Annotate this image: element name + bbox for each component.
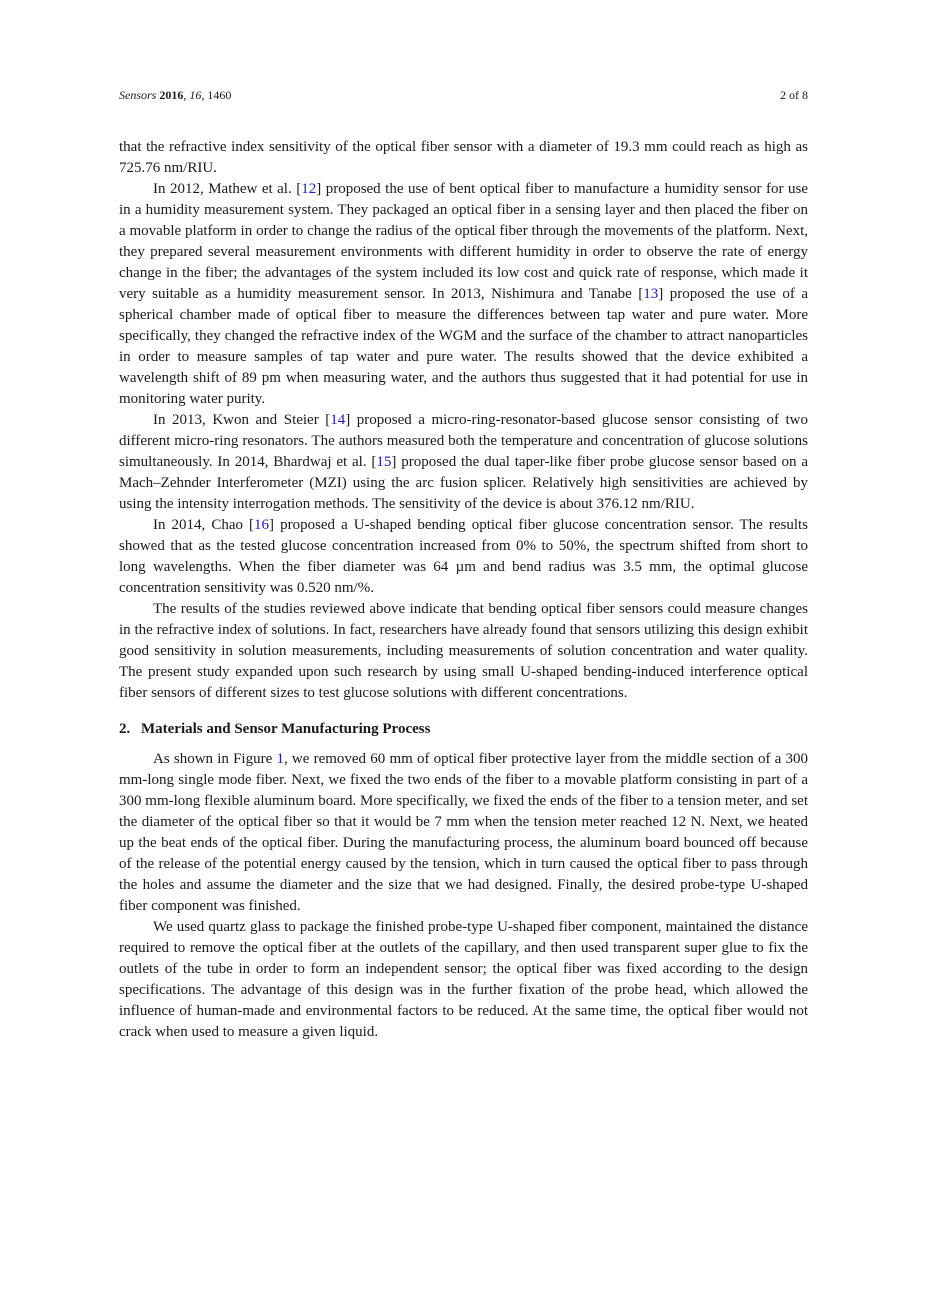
citation-link-15[interactable]: 15: [376, 454, 392, 470]
paragraph-5: The results of the studies reviewed above indicate that bending optical fiber sensors could measure changes in the refractive index of solutions. In fact, researchers have already found that sensors utilizing this design exhibit good sensitivity in solution measurements, including measurements of solution concentration and water quality. The present study expanded upon such research by using small U-shaped bending-induced interference optical fiber sensors of different sizes to test glucose solutions with different concentrations.: [119, 601, 808, 701]
journal-name: Sensors: [119, 88, 157, 102]
paragraph-1: that the refractive index sensitivity of the optical fiber sensor with a diameter of 19.3 mm could reach as high as 725.76 nm/RIU.: [119, 139, 808, 176]
citation-link-13[interactable]: 13: [643, 286, 659, 302]
citation-link-12[interactable]: 12: [301, 181, 317, 197]
section-number: 2.: [119, 721, 131, 737]
paragraph-3: In 2013, Kwon and Steier [14] proposed a micro-ring-resonator-based glucose sensor consisting of two different micro-ring resonators. The authors measured both the temperature and concentration of glucose solutions simultaneously. In 2014, Bhardwaj et al. [15] proposed the dual taper-like fiber probe glucose sensor based on a Mach–Zehnder Interferometer (MZI) using the arc fusion splicer. Relatively high sensitivities are achieved by using the intensity interrogation methods. The sensitivity of the device is about 376.12 nm/RIU.: [119, 412, 809, 512]
figure-link-1[interactable]: 1: [276, 751, 284, 767]
citation-line: Sensors 2016, 16, 1460: [119, 88, 232, 102]
page-number: 2 of 8: [780, 88, 808, 102]
journal-year: 2016: [159, 88, 184, 102]
paragraph-7: We used quartz glass to package the finished probe-type U-shaped fiber component, maintained the distance required to remove the optical fiber at the outlets of the capillary, and then used transparent super glue to fix the outlets of the tube in order to form an independent sensor; the optical fiber was fixed according to the design specifications. The advantage of this design was in the further fixation of the probe head, which allowed the influence of human-made and environmental factors to be reduced. At the same time, the optical fiber would not crack when used to measure a given liquid.: [119, 919, 808, 1040]
running-header: [119, 87, 808, 103]
paragraph-6: As shown in Figure 1, we removed 60 mm of optical fiber protective layer from the middle section of a 300 mm-long single mode fiber. Next, we fixed the two ends of the fiber to a movable platform consisting in part of a 300 mm-long flexible aluminum board. More specifically, we fixed the ends of the fiber to a tension meter, and set the diameter of the optical fiber so that it would be 7 mm when the tension meter reached 12 N. Next, we heated up the beat ends of the optical fiber. During the manufacturing process, the aluminum board bounced off because of the release of the potential energy caused by the tension, which in turn caused the optical fiber to pass through the holes and assume the diameter and the size that we had designed. Finally, the desired probe-type U-shaped fiber component was finished.: [119, 751, 808, 914]
section-title: Materials and Sensor Manufacturing Process: [141, 721, 431, 737]
main-text: [119, 137, 808, 1043]
paragraph-4: In 2014, Chao [16] proposed a U-shaped bending optical fiber glucose concentration sensor. The results showed that as the tested glucose concentration increased from 0% to 50%, the spectrum shifted from short to long wavelengths. When the fiber diameter was 64 µm and bend radius was 3.5 mm, the optimal glucose concentration sensitivity was 0.520 nm/%.: [119, 517, 808, 596]
section-heading: [119, 719, 808, 740]
paragraph-2: In 2012, Mathew et al. [12] proposed the use of bent optical fiber to manufacture a humidity sensor for use in a humidity measurement system. They packaged an optical fiber in a sensing layer and then placed the fiber on a movable platform in order to change the radius of the optical fiber through the movements of the platform. Next, they prepared several measurement environments with different humidity in order to observe the rate of energy change in the fiber; the advantages of the system included its low cost and quick rate of response, which made it very suitable as a humidity measurement sensor. In 2013, Nishimura and Tanabe [13] proposed the use of a spherical chamber made of optical fiber to measure the differences between tap water and pure water. More specifically, they changed the refractive index of the WGM and the surface of the chamber to attract nanoparticles in order to measure samples of tap water and pure water. The results showed that the device exhibited a wavelength shift of 89 pm when measuring water, and the authors thus suggested that it had potential for use in monitoring water purity.: [119, 181, 809, 407]
journal-volume: 16: [189, 88, 202, 102]
citation-link-16[interactable]: 16: [254, 517, 270, 533]
article-number: 1460: [207, 88, 232, 102]
citation-link-14[interactable]: 14: [330, 412, 346, 428]
